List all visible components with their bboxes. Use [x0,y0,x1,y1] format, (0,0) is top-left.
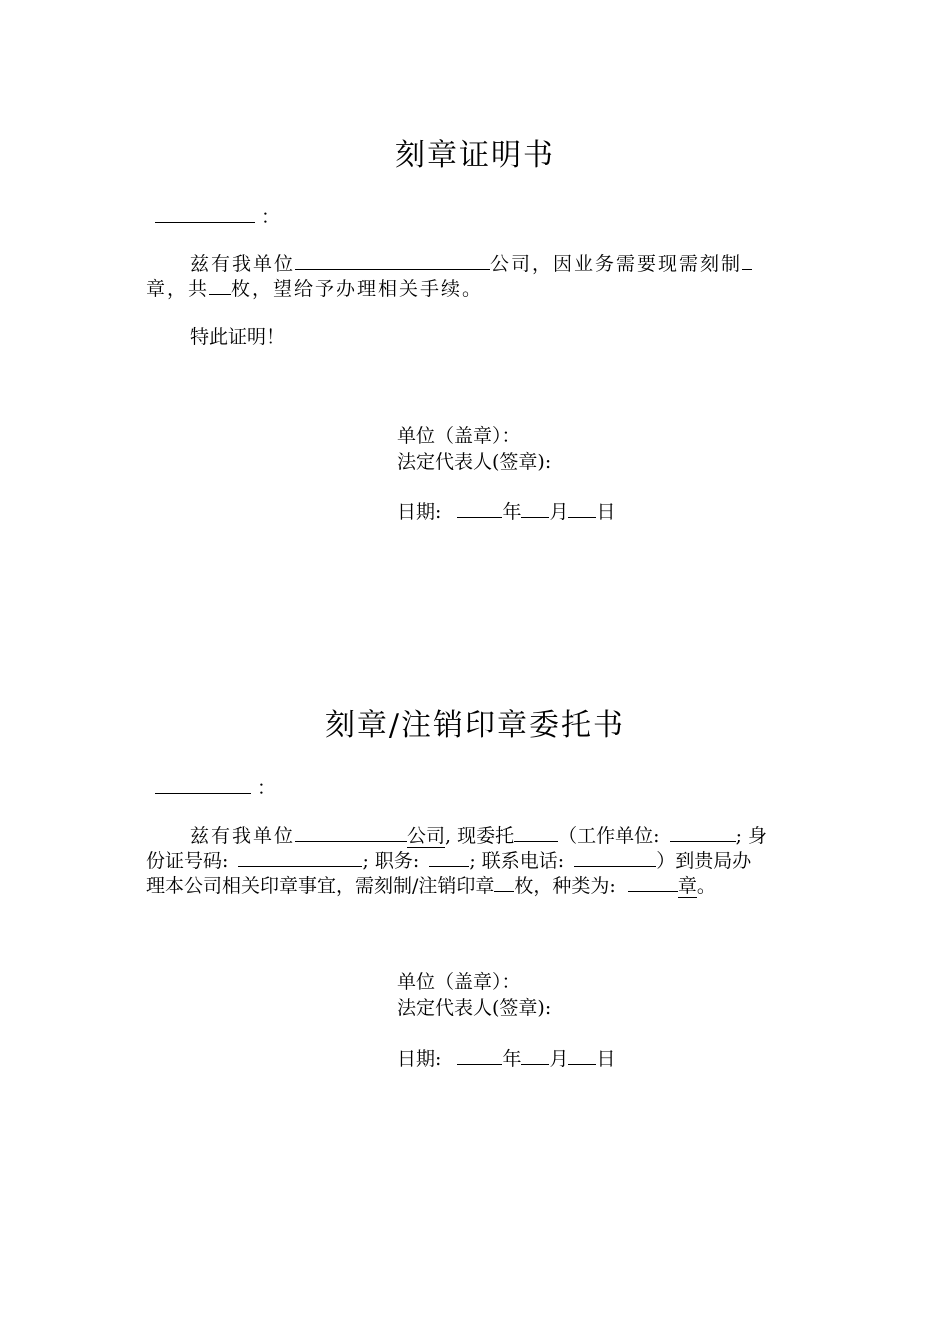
year-label: 年 [502,501,522,523]
proxy-paragraph-line-1 [190,822,767,848]
proxy-text: ; 职务: [362,850,420,872]
proxy-text: ）到贵局办 [656,850,752,872]
proxy-text: 份证号码: [146,850,229,872]
proxy-month-blank[interactable] [521,1045,549,1065]
agent-name-blank[interactable] [514,822,558,842]
year-blank[interactable] [457,498,502,518]
stamp-kind-label: 章 [677,875,697,897]
unit-seal-label: 单位（盖章）： [397,425,521,447]
addressee-colon: ： [261,206,281,228]
proxy-title: 刻章/注销印章委托书 [324,708,626,743]
proxy-addressee-blank[interactable] [155,774,251,794]
proxy-text: 。 [696,875,716,897]
proxy-text: （工作单位: [558,825,660,847]
proxy-addressee-colon: ： [257,777,277,799]
proxy-stamp-count-blank[interactable] [494,872,514,892]
month-label: 月 [549,501,569,523]
proxy-paragraph-line-3 [146,872,716,898]
proxy-date-label: 日期: [397,1048,442,1070]
day-blank[interactable] [568,498,596,518]
proxy-text: ; 联系电话: [469,850,565,872]
cert-text: 枚，望给予办理相关手续。 [231,278,484,300]
proxy-unit-seal-label: 单位（盖章）： [397,971,521,993]
stamp-count-blank[interactable] [209,275,231,295]
addressee-blank[interactable] [155,203,255,223]
proxy-month-label: 月 [549,1048,569,1070]
proxy-day-label: 日 [596,1048,616,1070]
certificate-title: 刻章证明书 [395,138,555,173]
proxy-legal-rep-label: 法定代表人(签章): [397,997,552,1019]
proxy-company-label: 公司 [407,825,446,847]
month-blank[interactable] [521,498,549,518]
proxy-company-blank[interactable] [295,822,407,842]
proxy-text: ; 身 [735,825,768,847]
date-label: 日期: [397,501,442,523]
proxy-text: 枚，种类为: [514,875,616,897]
phone-blank[interactable] [574,847,656,867]
agent-employer-blank[interactable] [670,822,736,842]
id-number-blank[interactable] [238,847,362,867]
proxy-date-line [397,1045,616,1071]
addressee-line [155,203,280,229]
proxy-paragraph-line-2 [146,847,751,873]
proxy-day-blank[interactable] [568,1045,596,1065]
company-name-blank[interactable] [295,250,490,270]
cert-text: 章，共 [146,278,210,300]
cert-paragraph-line-2 [146,275,483,301]
proxy-text: 理本公司相关印章事宜，需刻制/注销印章 [146,875,495,897]
day-label: 日 [596,501,616,523]
proxy-text: , 现委托 [445,825,515,847]
stamp-type-blank[interactable] [742,250,752,270]
legal-rep-label: 法定代表人(签章): [397,451,552,473]
proxy-year-blank[interactable] [457,1045,502,1065]
certification-statement: 特此证明！ [190,326,286,348]
position-blank[interactable] [429,847,469,867]
proxy-addressee-line [155,774,276,800]
cert-text: 公司，因业务需要现需刻制 [490,253,743,275]
cert-text: 兹有我单位 [190,253,296,275]
stamp-kind-blank[interactable] [628,872,678,892]
cert-paragraph-line-1 [190,250,752,276]
proxy-year-label: 年 [502,1048,522,1070]
date-line [397,498,616,524]
proxy-text: 兹有我单位 [190,825,296,847]
